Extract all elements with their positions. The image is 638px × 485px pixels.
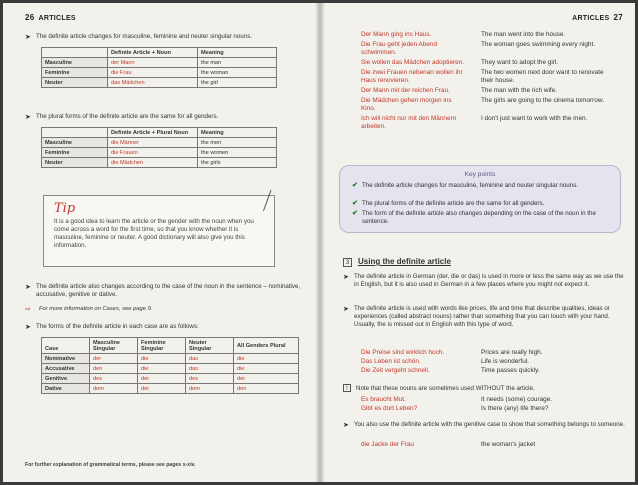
example-row: [361, 349, 444, 357]
table-cell: der: [234, 374, 299, 384]
example-english: The two women next door want to renovate their house.: [481, 69, 604, 85]
paragraph-case: The definite article also changes according to the case of the noun in the sentence – nominative, accusative, genitive or dative.: [36, 283, 301, 298]
example-german: Die Mädchen gehen morgen ins Kino.: [361, 97, 452, 113]
example-english: The girls are going to the cinema tomorrow.: [481, 97, 604, 104]
table-cell: das Mädchen: [108, 78, 198, 88]
table-row: [42, 148, 277, 158]
paragraph-usage: The definite article in German (der, die or das) is used in more or less the same way as we use the in English, but it is also used in German in a few places where you might not expect it.: [354, 273, 624, 288]
example-german: Gibt es dort Leben?: [361, 405, 418, 412]
table-row: [42, 158, 277, 168]
table-cell: the women: [198, 148, 277, 158]
examples-block-1: [361, 31, 621, 161]
table-cell: dem: [90, 384, 138, 394]
example-german: Das Leben ist schön.: [361, 358, 421, 365]
table-cell: der: [90, 354, 138, 364]
table-header-row: [42, 128, 277, 138]
table-header-cell: [42, 48, 108, 58]
example-row: [361, 367, 430, 375]
tick-icon: ✔: [352, 182, 358, 189]
example-english: Prices are really high.: [481, 349, 543, 356]
table-cell: dem: [186, 384, 234, 394]
table-cell: Masculine: [42, 138, 108, 148]
table-cell: die Frau: [108, 68, 198, 78]
note-icon: !: [343, 384, 351, 392]
table-cell: Feminine: [42, 68, 108, 78]
example-german: Der Mann ging ins Haus.: [361, 31, 432, 38]
paragraph-genitive: You also use the definite article with the genitive case to show that something belongs to someone.: [354, 421, 625, 428]
table-header-cell: Case: [42, 338, 90, 354]
bullet-arrow-icon: ➤: [25, 34, 31, 41]
table-cell: das: [186, 364, 234, 374]
section-number: 3: [343, 258, 352, 267]
example-row: [361, 59, 481, 67]
example-row: [361, 441, 414, 449]
table-cell: die: [138, 354, 186, 364]
table-cell: die: [234, 354, 299, 364]
table-header-cell: Definite Article + Plural Noun: [108, 128, 198, 138]
section-heading: [343, 257, 451, 267]
table-row: [42, 58, 277, 68]
table-cell: Genitive: [42, 374, 90, 384]
table-cell: der: [138, 374, 186, 384]
example-german: Sie wollen das Mädchen adoptieren.: [361, 59, 465, 66]
example-english: Time passes quickly.: [481, 367, 540, 374]
example-english: Life is wonderful.: [481, 358, 529, 365]
right-page-number: 27: [613, 13, 623, 22]
table-cell: die Frauen: [108, 148, 198, 158]
note-text: Note that these nouns are sometimes used WITHOUT the article.: [356, 385, 535, 392]
right-header-title: ARTICLES: [572, 15, 610, 22]
key-point-text: The form of the definite article also changes depending on the case of the noun in the sentence.: [362, 210, 596, 225]
example-german: Die zwei Frauen nebenan wollen ihr Haus renovieren.: [361, 69, 463, 85]
table-row: [42, 68, 277, 78]
table-row: [42, 384, 299, 394]
table-header-cell: [42, 128, 108, 138]
table-plural: [41, 127, 277, 168]
book-spread: [3, 3, 635, 482]
example-english: the woman's jacket: [481, 441, 536, 448]
bullet-arrow-icon: ➤: [25, 114, 31, 121]
key-point: [352, 182, 612, 190]
table-row: [42, 138, 277, 148]
key-point-text: The plural forms of the definite article are the same for all genders.: [362, 200, 545, 207]
example-row: [361, 41, 461, 57]
tip-box: [43, 195, 275, 267]
table-cell: the girl: [198, 78, 277, 88]
page-footer: For further explanation of grammatical terms, please see pages x-xiv.: [25, 462, 196, 468]
table-header-cell: Meaning: [198, 48, 277, 58]
example-english: They want to adopt the girl.: [481, 59, 559, 66]
table-header-cell: Feminine Singular: [138, 338, 186, 354]
example-english: It needs (some) courage.: [481, 396, 553, 403]
tip-title: Tip: [54, 201, 76, 216]
crossref-text[interactable]: For more information on Cases, see page 9.: [39, 306, 153, 312]
table-singular: [41, 47, 277, 88]
key-points-title: Key points: [464, 171, 496, 178]
example-german: Die Preise sind wirklich hoch.: [361, 349, 445, 356]
right-page: [321, 3, 635, 482]
table-cell: das: [186, 354, 234, 364]
table-cell: Accusative: [42, 364, 90, 374]
table-cell: der: [138, 384, 186, 394]
bullet-arrow-icon: ➤: [343, 274, 349, 281]
table-cell: Dative: [42, 384, 90, 394]
example-german: Die Frau geht jeden Abend schwimmen.: [361, 41, 438, 57]
examples-block-4: [361, 441, 621, 451]
example-german: die Jacke der Frau: [361, 441, 414, 448]
table-header-row: [42, 338, 299, 354]
key-point: [352, 200, 612, 208]
example-row: [361, 115, 473, 131]
table-cell: den: [234, 384, 299, 394]
tick-icon: ✔: [352, 210, 358, 217]
key-point-text: The definite article changes for masculine, feminine and neuter singular nouns.: [362, 182, 579, 189]
paragraph-abstract: The definite article is used with words like prices, life and time that describe qualities, ideas or experiences (called abstract nouns) rather than something that you can touch with your hand. Usually, the is missed out in English with this type of word.: [354, 305, 610, 328]
examples-block-2: [361, 349, 621, 379]
table-cell: der Mann: [108, 58, 198, 68]
table-cell: die Männer: [108, 138, 198, 148]
example-german: Ich will nicht nur mit den Männern arbeiten.: [361, 115, 457, 131]
example-row: [361, 396, 406, 404]
pin-icon: [255, 187, 272, 211]
example-row: [361, 405, 417, 413]
left-header-title: ARTICLES: [38, 15, 76, 22]
example-row: [361, 358, 421, 366]
table-cell: Masculine: [42, 58, 108, 68]
table-cases: [41, 337, 299, 394]
paragraph-forms: The forms of the definite article in each case are as follows:: [36, 323, 199, 330]
example-row: [361, 31, 477, 39]
table-cell: the girls: [198, 158, 277, 168]
table-cell: die: [234, 364, 299, 374]
example-german: Die Zeit vergeht schnell.: [361, 367, 430, 374]
tick-icon: ✔: [352, 200, 358, 207]
example-english: The man went into the house.: [481, 31, 566, 38]
table-cell: the men: [198, 138, 277, 148]
table-cell: des: [186, 374, 234, 384]
table-cell: Feminine: [42, 148, 108, 158]
table-row: [42, 78, 277, 88]
left-page-number: 26: [25, 13, 35, 22]
left-page: [3, 3, 319, 482]
table-cell: Neuter: [42, 78, 108, 88]
bullet-arrow-icon: ➤: [343, 422, 349, 429]
examples-block-3: [361, 396, 621, 416]
table-cell: the man: [198, 58, 277, 68]
table-cell: die Mädchen: [108, 158, 198, 168]
table-cell: Nominative: [42, 354, 90, 364]
example-german: Der Mann mit der reichen Frau.: [361, 87, 450, 94]
table-header-cell: Meaning: [198, 128, 277, 138]
table-cell: the woman: [198, 68, 277, 78]
table-cell: die: [138, 364, 186, 374]
example-english: The man with the rich wife.: [481, 87, 558, 94]
right-page-header: [572, 13, 623, 22]
table-header-cell: Masculine Singular: [90, 338, 138, 354]
bullet-arrow-icon: ➤: [343, 306, 349, 313]
table-cell: den: [90, 364, 138, 374]
example-english: Is there (any) life there?: [481, 405, 549, 412]
table-cell: Neuter: [42, 158, 108, 168]
key-points-box: [339, 165, 621, 233]
example-row: [361, 69, 473, 85]
table-header-cell: Definite Article + Noun: [108, 48, 198, 58]
table-header-cell: Neuter Singular: [186, 338, 234, 354]
example-row: [361, 97, 461, 113]
paragraph-plural: The plural forms of the definite article are the same for all genders.: [36, 113, 219, 120]
left-page-header: [25, 13, 76, 22]
table-header-row: [42, 48, 277, 58]
example-english: I don't just want to work with the men.: [481, 115, 588, 122]
paragraph-singular: The definite article changes for masculine, feminine and neuter singular nouns.: [36, 33, 253, 40]
table-row: [42, 364, 299, 374]
table-cell: des: [90, 374, 138, 384]
example-english: The woman goes swimming every night.: [481, 41, 596, 48]
example-row: [361, 87, 477, 95]
bullet-arrow-icon: ➤: [25, 284, 31, 291]
tip-body: It is a good idea to learn the article or the gender with the noun when you come across a word for the first time, so that you know whether it is masculine, feminine or neuter. A good dictionary will also give you this information.: [54, 218, 254, 249]
key-point: [352, 210, 612, 226]
bullet-arrow-icon: ➤: [25, 324, 31, 331]
section-title: Using the definite article: [358, 257, 451, 266]
table-row: [42, 374, 299, 384]
crossref-arrow-icon: ⇨: [25, 306, 31, 313]
table-header-cell: All Genders Plural: [234, 338, 299, 354]
example-german: Es braucht Mut.: [361, 396, 406, 403]
table-row: [42, 354, 299, 364]
